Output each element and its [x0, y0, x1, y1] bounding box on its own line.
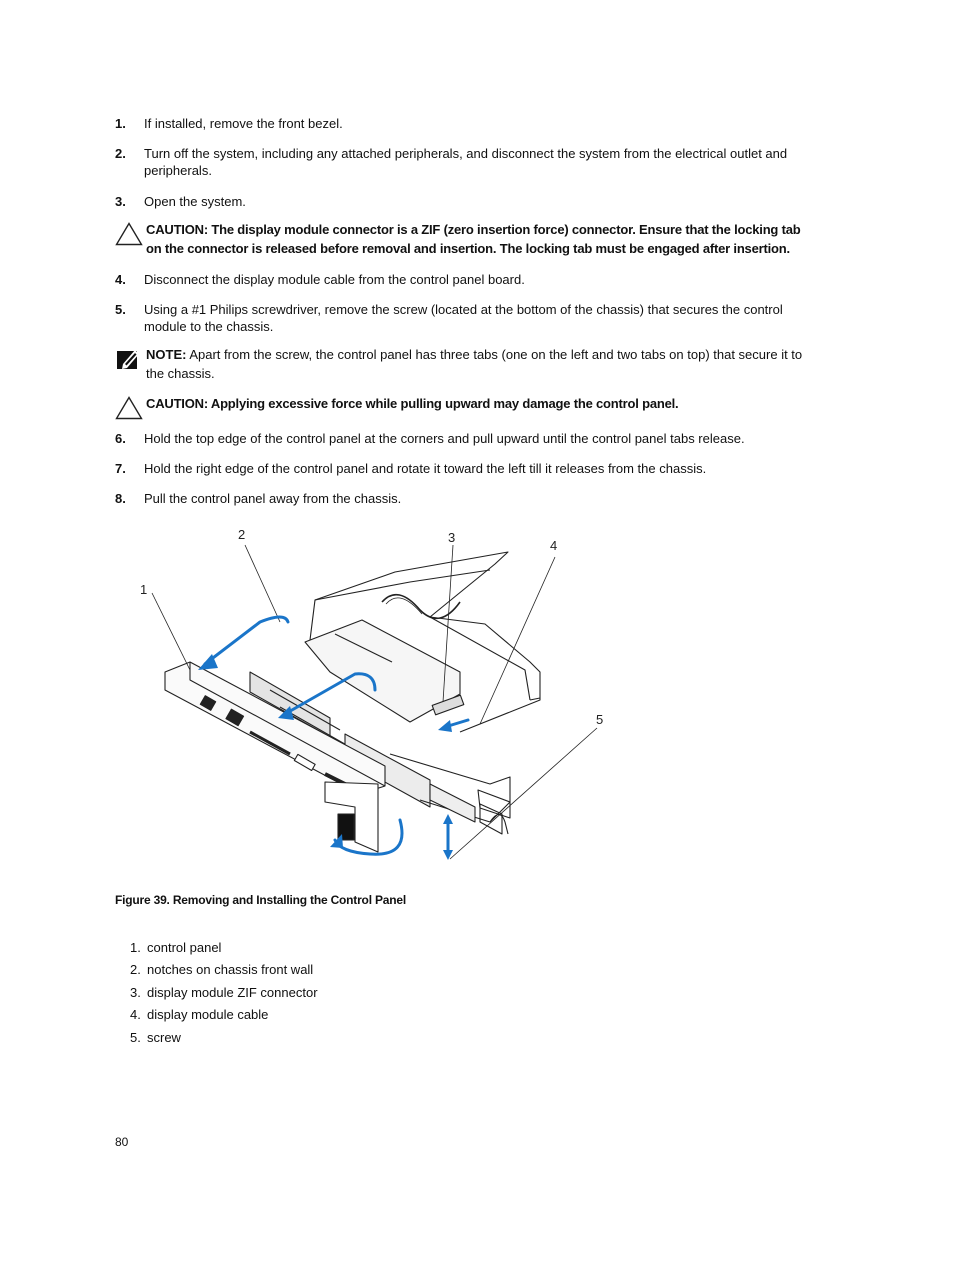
step-number: 5. [115, 302, 126, 317]
caution-text: CAUTION: Applying excessive force while pulling upward may damage the control panel. [146, 396, 679, 411]
caution-triangle-icon [115, 222, 143, 246]
note-body: Apart from the screw, the control panel has three tabs (one on the left and two tabs on top) that secure it to the chassis. [146, 347, 803, 381]
callout-3: 3 [448, 530, 456, 545]
caution-text: CAUTION: The display module connector is a ZIF (zero insertion force) connector. Ensure that the locking tab on the connector is released before removal and insertion. The locking tab must be engaged after insertion. [146, 222, 801, 256]
legend-item [130, 983, 318, 1005]
step-number: 7. [115, 461, 126, 476]
step-number: 8. [115, 491, 126, 506]
note-lead: NOTE: [146, 347, 187, 362]
step-text: Open the system. [144, 194, 246, 209]
legend-item [130, 1005, 318, 1027]
legend-number: 4. [130, 1007, 141, 1023]
step-number: 6. [115, 431, 126, 446]
legend-text: notches on chassis front wall [147, 962, 314, 978]
legend-number: 2. [130, 962, 141, 978]
legend-text: display module cable [147, 1007, 269, 1023]
step-text: Pull the control panel away from the chassis. [144, 491, 402, 506]
page-number: 80 [115, 1135, 129, 1149]
callout-2: 2 [238, 527, 246, 542]
caution-triangle-icon [115, 396, 143, 420]
step-text: Using a #1 Philips screwdriver, remove the screw (located at the bottom of the chassis) that secures the control module to the chassis. [144, 302, 783, 334]
callout-5: 5 [596, 712, 604, 727]
legend-number: 5. [130, 1029, 141, 1045]
step-number: 1. [115, 116, 126, 131]
legend-item [130, 938, 318, 960]
legend-item [130, 960, 318, 982]
legend-text: display module ZIF connector [147, 984, 318, 1000]
legend-text: screw [147, 1029, 181, 1045]
step-text: Turn off the system, including any attached peripherals, and disconnect the system from the electrical outlet and peripherals. [144, 146, 788, 178]
step-text: Disconnect the display module cable from the control panel board. [144, 272, 525, 287]
step-text: Hold the right edge of the control panel and rotate it toward the left till it releases from the chassis. [144, 461, 707, 476]
legend-number: 1. [130, 940, 141, 955]
callout-1: 1 [140, 582, 148, 597]
step-text: If installed, remove the front bezel. [144, 116, 343, 131]
legend-item [130, 1028, 318, 1050]
legend-number: 3. [130, 984, 141, 1000]
figure-caption: Figure 39. Removing and Installing the Control Panel [115, 893, 406, 907]
callout-4: 4 [550, 538, 558, 553]
step-text: Hold the top edge of the control panel at the corners and pull upward until the control panel tabs release. [144, 431, 745, 446]
arrow-pull-left [205, 617, 288, 664]
control-panel-illustration [130, 522, 620, 872]
step-number: 3. [115, 194, 126, 209]
figure-legend [130, 938, 318, 1050]
note-text [146, 345, 814, 383]
note-pencil-icon [115, 347, 143, 371]
legend-text: control panel [147, 940, 222, 955]
step-number: 2. [115, 146, 126, 161]
step-number: 4. [115, 272, 126, 287]
